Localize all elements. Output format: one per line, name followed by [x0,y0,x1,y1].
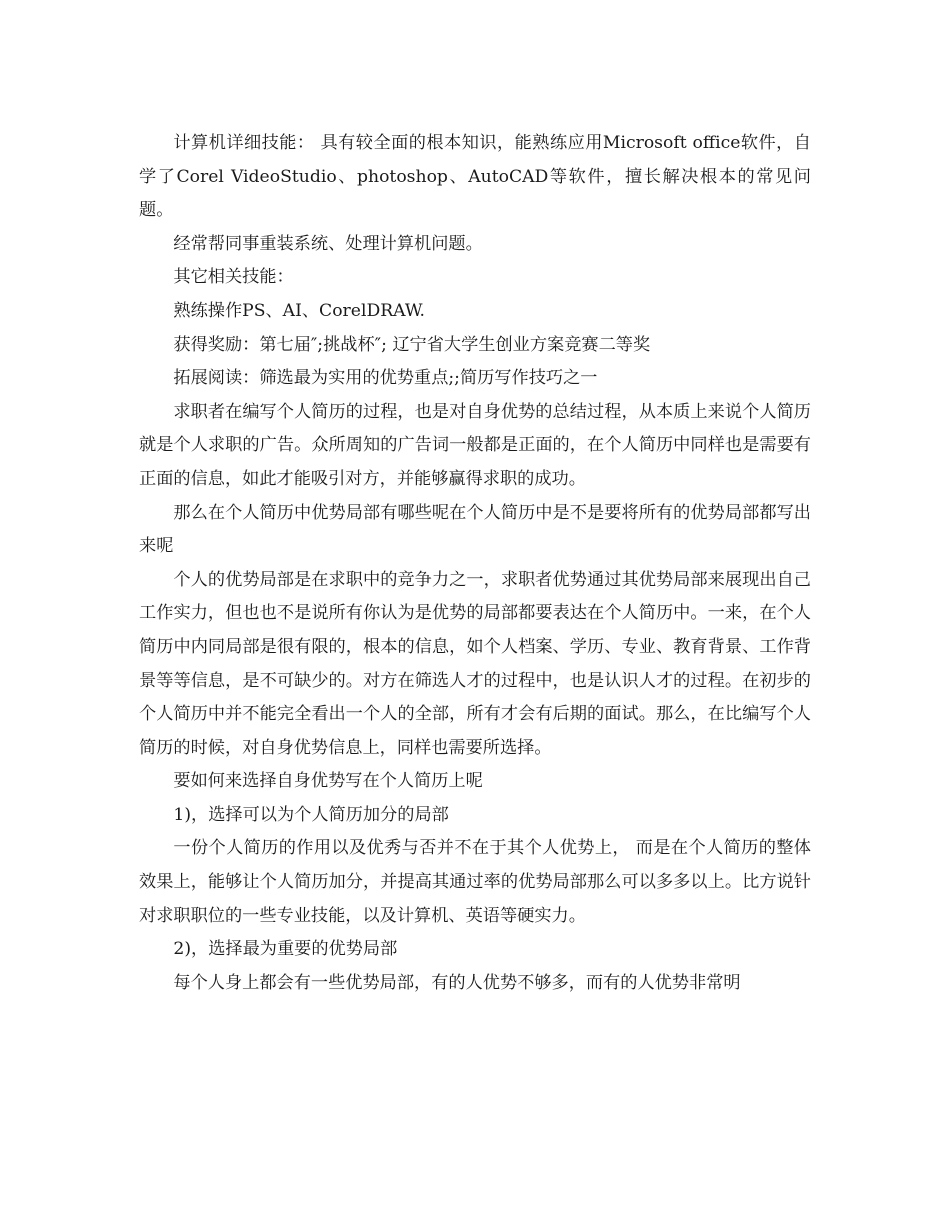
paragraph-question-strengths: 那么在个人简历中优势局部有哪些呢在个人简历中是不是要将所有的优势局部都写出来呢 [139,502,811,557]
paragraph-computer-skills: 计算机详细技能： 具有较全面的根本知识，能熟练应用Microsoft office软件，自学了Corel VideoStudio、photoshop、AutoCAD等软件，擅长解决根本的常见问题。 [139,133,811,221]
paragraph-point-2-body: 每个人身上都会有一些优势局部，有的人优势不够多，而有的人优势非常明 [173,972,741,993]
paragraph-point-1-heading: 1)，选择可以为个人简历加分的局部 [173,804,449,825]
paragraph-resume-as-advertisement: 求职者在编写个人简历的过程，也是对自身优势的总结过程，从本质上来说个人简历就是个人求职的广告。众所周知的广告词一般都是正面的，在个人简历中同样也是需要有正面的信息，如此才能吸引对方，并能够赢得求职的成功。 [139,401,811,489]
paragraph-awards: 获得奖励：第七届″;挑战杯″; 辽宁省大学生创业方案竞赛二等奖 [173,334,651,355]
paragraph-other-skills-heading: 其它相关技能： [173,267,294,288]
paragraph-system-maintenance: 经常帮同事重装系统、处理计算机问题。 [173,233,483,254]
paragraph-point-1-body: 一份个人简历的作用以及优秀与否并不在于其个人优势上， 而是在个人简历的整体效果上，能够让个人简历加分，并提高其通过率的优势局部那么可以多多以上。比方说针对求职职位的一些专业技能，以及计算机、英语等硬实力。 [139,838,811,926]
paragraph-strengths-competitiveness: 个人的优势局部是在求职中的竞争力之一，求职者优势通过其优势局部来展现出自己工作实力，但也也不是说所有你认为是优势的局部都要表达在个人简历中。一来，在个人简历中内同局部是很有限的，根本的信息，如个人档案、学历、专业、教育背景、工作背景等等信息，是不可缺少的。对方在筛选人才的过程中，也是认识人才的过程。在初步的个人简历中并不能完全看出一个人的全部，所有才会有后期的面试。那么，在比编写个人简历的时候，对自身优势信息上，同样也需要所选择。 [139,569,811,758]
document-body [139,127,811,1000]
paragraph-extended-reading: 拓展阅读：筛选最为实用的优势重点;;简历写作技巧之一 [173,368,598,389]
paragraph-how-to-choose: 要如何来选择自身优势写在个人简历上呢 [173,771,483,792]
paragraph-design-software: 熟练操作PS、AI、CorelDRAW. [173,300,425,321]
paragraph-point-2-heading: 2)，选择最为重要的优势局部 [173,939,398,960]
